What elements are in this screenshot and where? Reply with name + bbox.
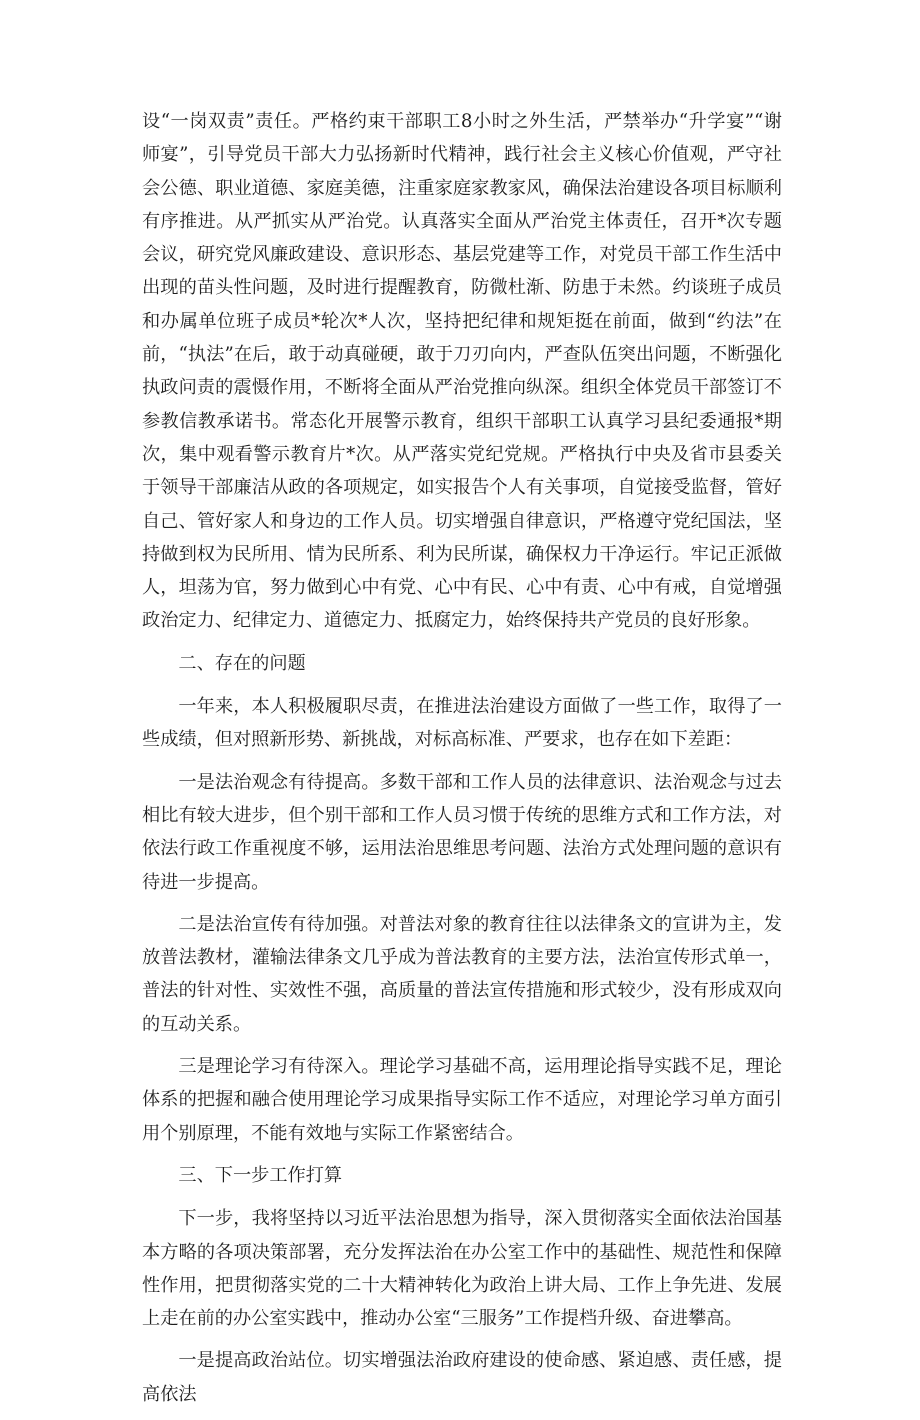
document-page: [142, 105, 782, 1420]
paragraph-problem-2: 二是法治宣传有待加强。对普法对象的教育往往以法律条文的宣讲为主，发放普法教材，灌输法律条文几乎成为普法教育的主要方法，法治宣传形式单一，普法的针对性、实效性不强，高质量的普法宣传措施和形式较少，没有形成双向的互动关系。: [142, 913, 782, 1035]
section-heading-problems: 二、存在的问题: [178, 652, 306, 674]
paragraph-problem-1: 一是法治观念有待提高。多数干部和工作人员的法律意识、法治观念与过去相比有较大进步，但个别干部和工作人员习惯于传统的思维方式和工作方法，对依法行政工作重视度不够，运用法治思维思考问题、法治方式处理问题的意识有待进一步提高。: [142, 771, 782, 893]
section-heading-next-steps: 三、下一步工作打算: [178, 1164, 343, 1186]
paragraph-next-steps-intro: 下一步，我将坚持以习近平法治思想为指导，深入贯彻落实全面依法治国基本方略的各项决策部署，充分发挥法治在办公室工作中的基础性、规范性和保障性作用，把贯彻落实党的二十大精神转化为政治上讲大局、工作上争先进、发展上走在前的办公室实践中，推动办公室“三服务”工作提档升级、奋进攀高。: [142, 1208, 782, 1330]
paragraph-problems-intro: 一年来，本人积极履职尽责，在推进法治建设方面做了一些工作，取得了一些成绩，但对照新形势、新挑战，对标高标准、严要求，也存在如下差距：: [142, 696, 782, 751]
paragraph-next-step-1: 一是提高政治站位。切实增强法治政府建设的使命感、紧迫感、责任感，提高依法: [142, 1350, 782, 1405]
paragraph-problem-3: 三是理论学习有待深入。理论学习基础不高，运用理论指导实践不足，理论体系的把握和融合使用理论学习成果指导实际工作不适应，对理论学习单方面引用个别原理，不能有效地与实际工作紧密结合。: [142, 1056, 782, 1144]
paragraph-continuation: 设“一岗双责”责任。严格约束干部职工8小时之外生活，严禁举办“升学宴”“谢师宴”，引导党员干部大力弘扬新时代精神，践行社会主义核心价值观，严守社会公德、职业道德、家庭美德，注重家庭家教家风，确保法治建设各项目标顺利有序推进。从严抓实从严治党。认真落实全面从严治党主体责任，召开*次专题会议，研究党风廉政建设、意识形态、基层党建等工作，对党员干部工作生活中出现的苗头性问题，及时进行提醒教育，防微杜渐、防患于未然。约谈班子成员和办属单位班子成员*轮次*人次，坚持把纪律和规矩挺在前面，做到“约法”在前，“执法”在后，敢于动真碰硬，敢于刀刃向内，严查队伍突出问题，不断强化执政问责的震慑作用，不断将全面从严治党推向纵深。组织全体党员干部签订不参教信教承诺书。常态化开展警示教育，组织干部职工认真学习县纪委通报*期次，集中观看警示教育片*次。从严落实党纪党规。严格执行中央及省市县委关于领导干部廉洁从政的各项规定，如实报告个人有关事项，自觉接受监督，管好自己、管好家人和身边的工作人员。切实增强自律意识，严格遵守党纪国法，坚持做到权为民所用、情为民所系、利为民所谋，确保权力干净运行。牢记正派做人，坦荡为官，努力做到心中有党、心中有民、心中有责、心中有戒，自觉增强政治定力、纪律定力、道德定力、抵腐定力，始终保持共产党员的良好形象。: [142, 111, 782, 632]
